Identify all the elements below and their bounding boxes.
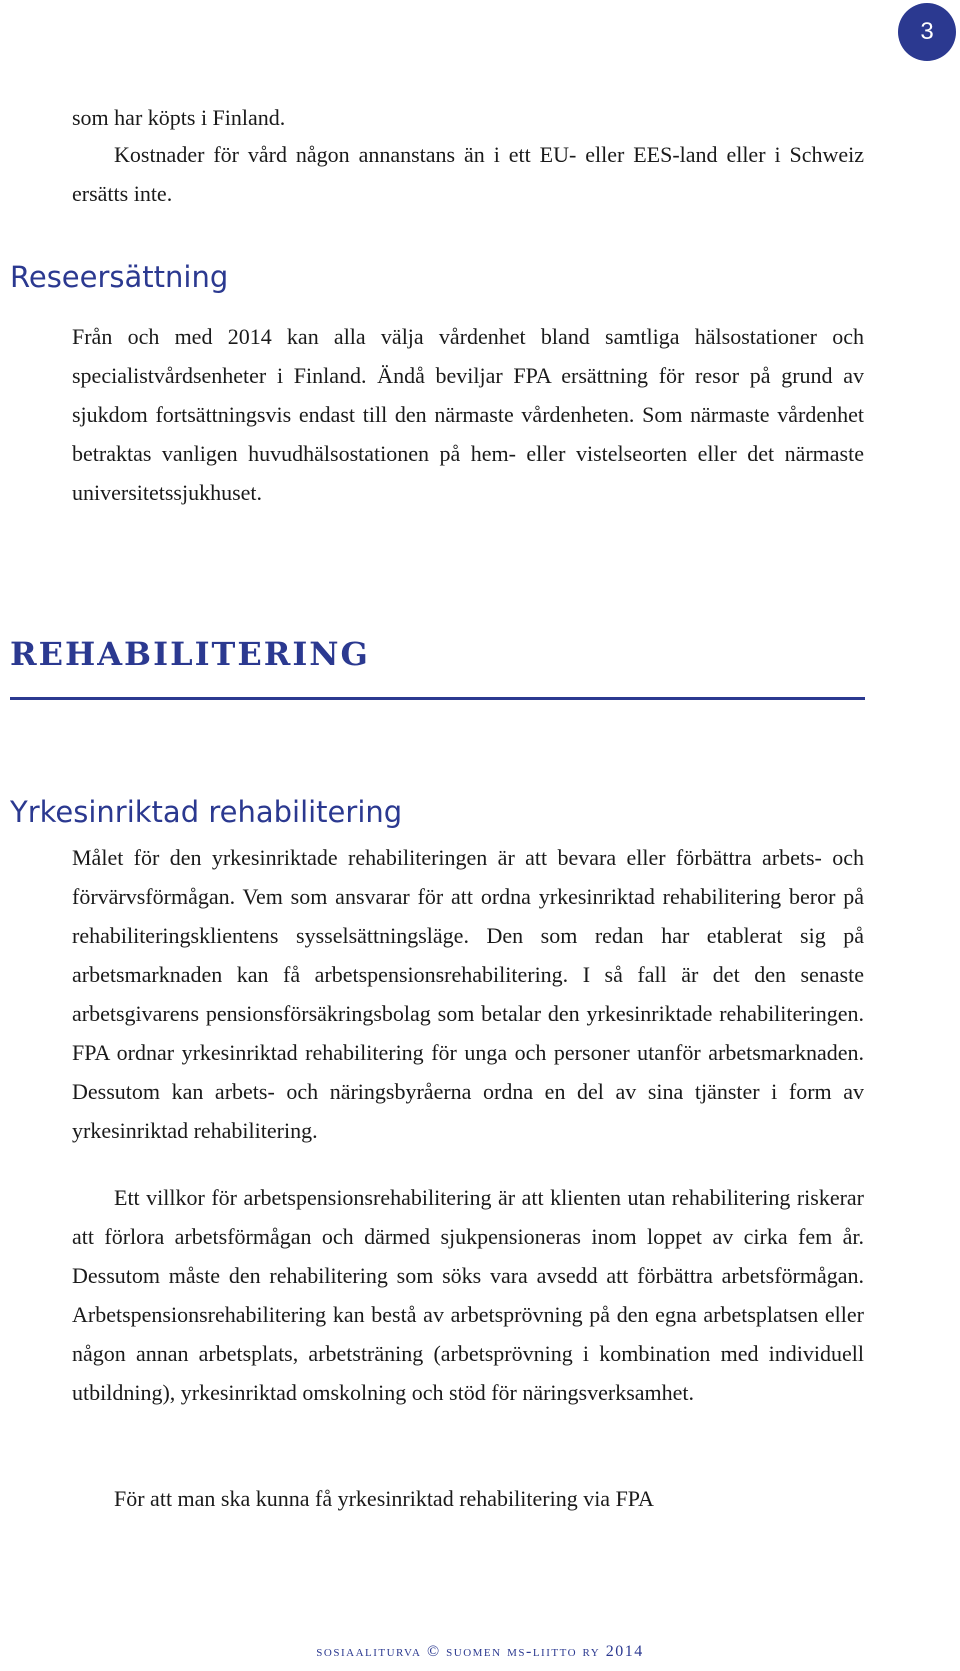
vocational-paragraph-3: För att man ska kunna få yrkesinriktad rehabilitering via FPA — [114, 1486, 654, 1511]
page-footer: sosiaaliturva © suomen ms-liitto ry 2014 — [316, 1643, 644, 1660]
travel-paragraph: Från och med 2014 kan alla välja vårdenhet bland samtliga hälsostationer och specialistvårdsenheter i Finland. Ändå beviljar FPA ersättning för resor på grund av sjukdom fortsättningsvis endast till den närmaste vårdenheten. Som närmaste vårdenhet betraktas vanligen huvudhälsostationen på hem- eller vistelseorten eller det närmaste universitetssjukhuset. — [72, 324, 864, 505]
vocational-heading: Yrkesinriktad rehabilitering — [10, 795, 403, 829]
section-divider — [10, 697, 865, 700]
intro-line: som har köpts i Finland. — [72, 105, 286, 130]
travel-heading: Reseersättning — [10, 260, 229, 294]
section-title: REHABILITERING — [10, 635, 370, 673]
intro-paragraph: Kostnader för vård någon annanstans än i ett EU- eller EES-land eller i Schweiz ersätts inte. — [72, 142, 864, 206]
vocational-paragraph-2: Ett villkor för arbetspensionsrehabilitering är att klienten utan rehabilitering riskerar att förlora arbetsförmågan och därmed sjukpensioneras inom loppet av cirka fem år. Dessutom måste den rehabilitering som söks vara avsedd att förbättra arbetsförmågan. Arbetspensionsrehabilitering kan bestå av arbetsprövning på den egna arbetsplatsen eller någon annan arbetsplats, arbetsträning (arbetsprövning i kombination med individuell utbildning), yrkesinriktad omskolning och stöd för näringsverksamhet. — [72, 1185, 864, 1405]
vocational-paragraph-1: Målet för den yrkesinriktade rehabiliteringen är att bevara eller förbättra arbets- och förvärvsförmågan. Vem som ansvarar för att ordna yrkesinriktad rehabilitering beror på rehabiliteringsklientens sysselsättningsläge. Den som redan har etablerat sig på arbetsmarknaden kan få arbetspensionsrehabilitering. I så fall är det den senaste arbetsgivarens pensionsförsäkringsbolag som betalar den yrkesinriktade rehabiliteringen. FPA ordnar yrkesinriktad rehabilitering för unga och personer utanför arbetsmarknaden. Dessutom kan arbets- och näringsbyråerna ordna en del av sina tjänster i form av yrkesinriktad rehabilitering. — [72, 845, 864, 1143]
page-number-badge: 3 — [898, 3, 956, 61]
